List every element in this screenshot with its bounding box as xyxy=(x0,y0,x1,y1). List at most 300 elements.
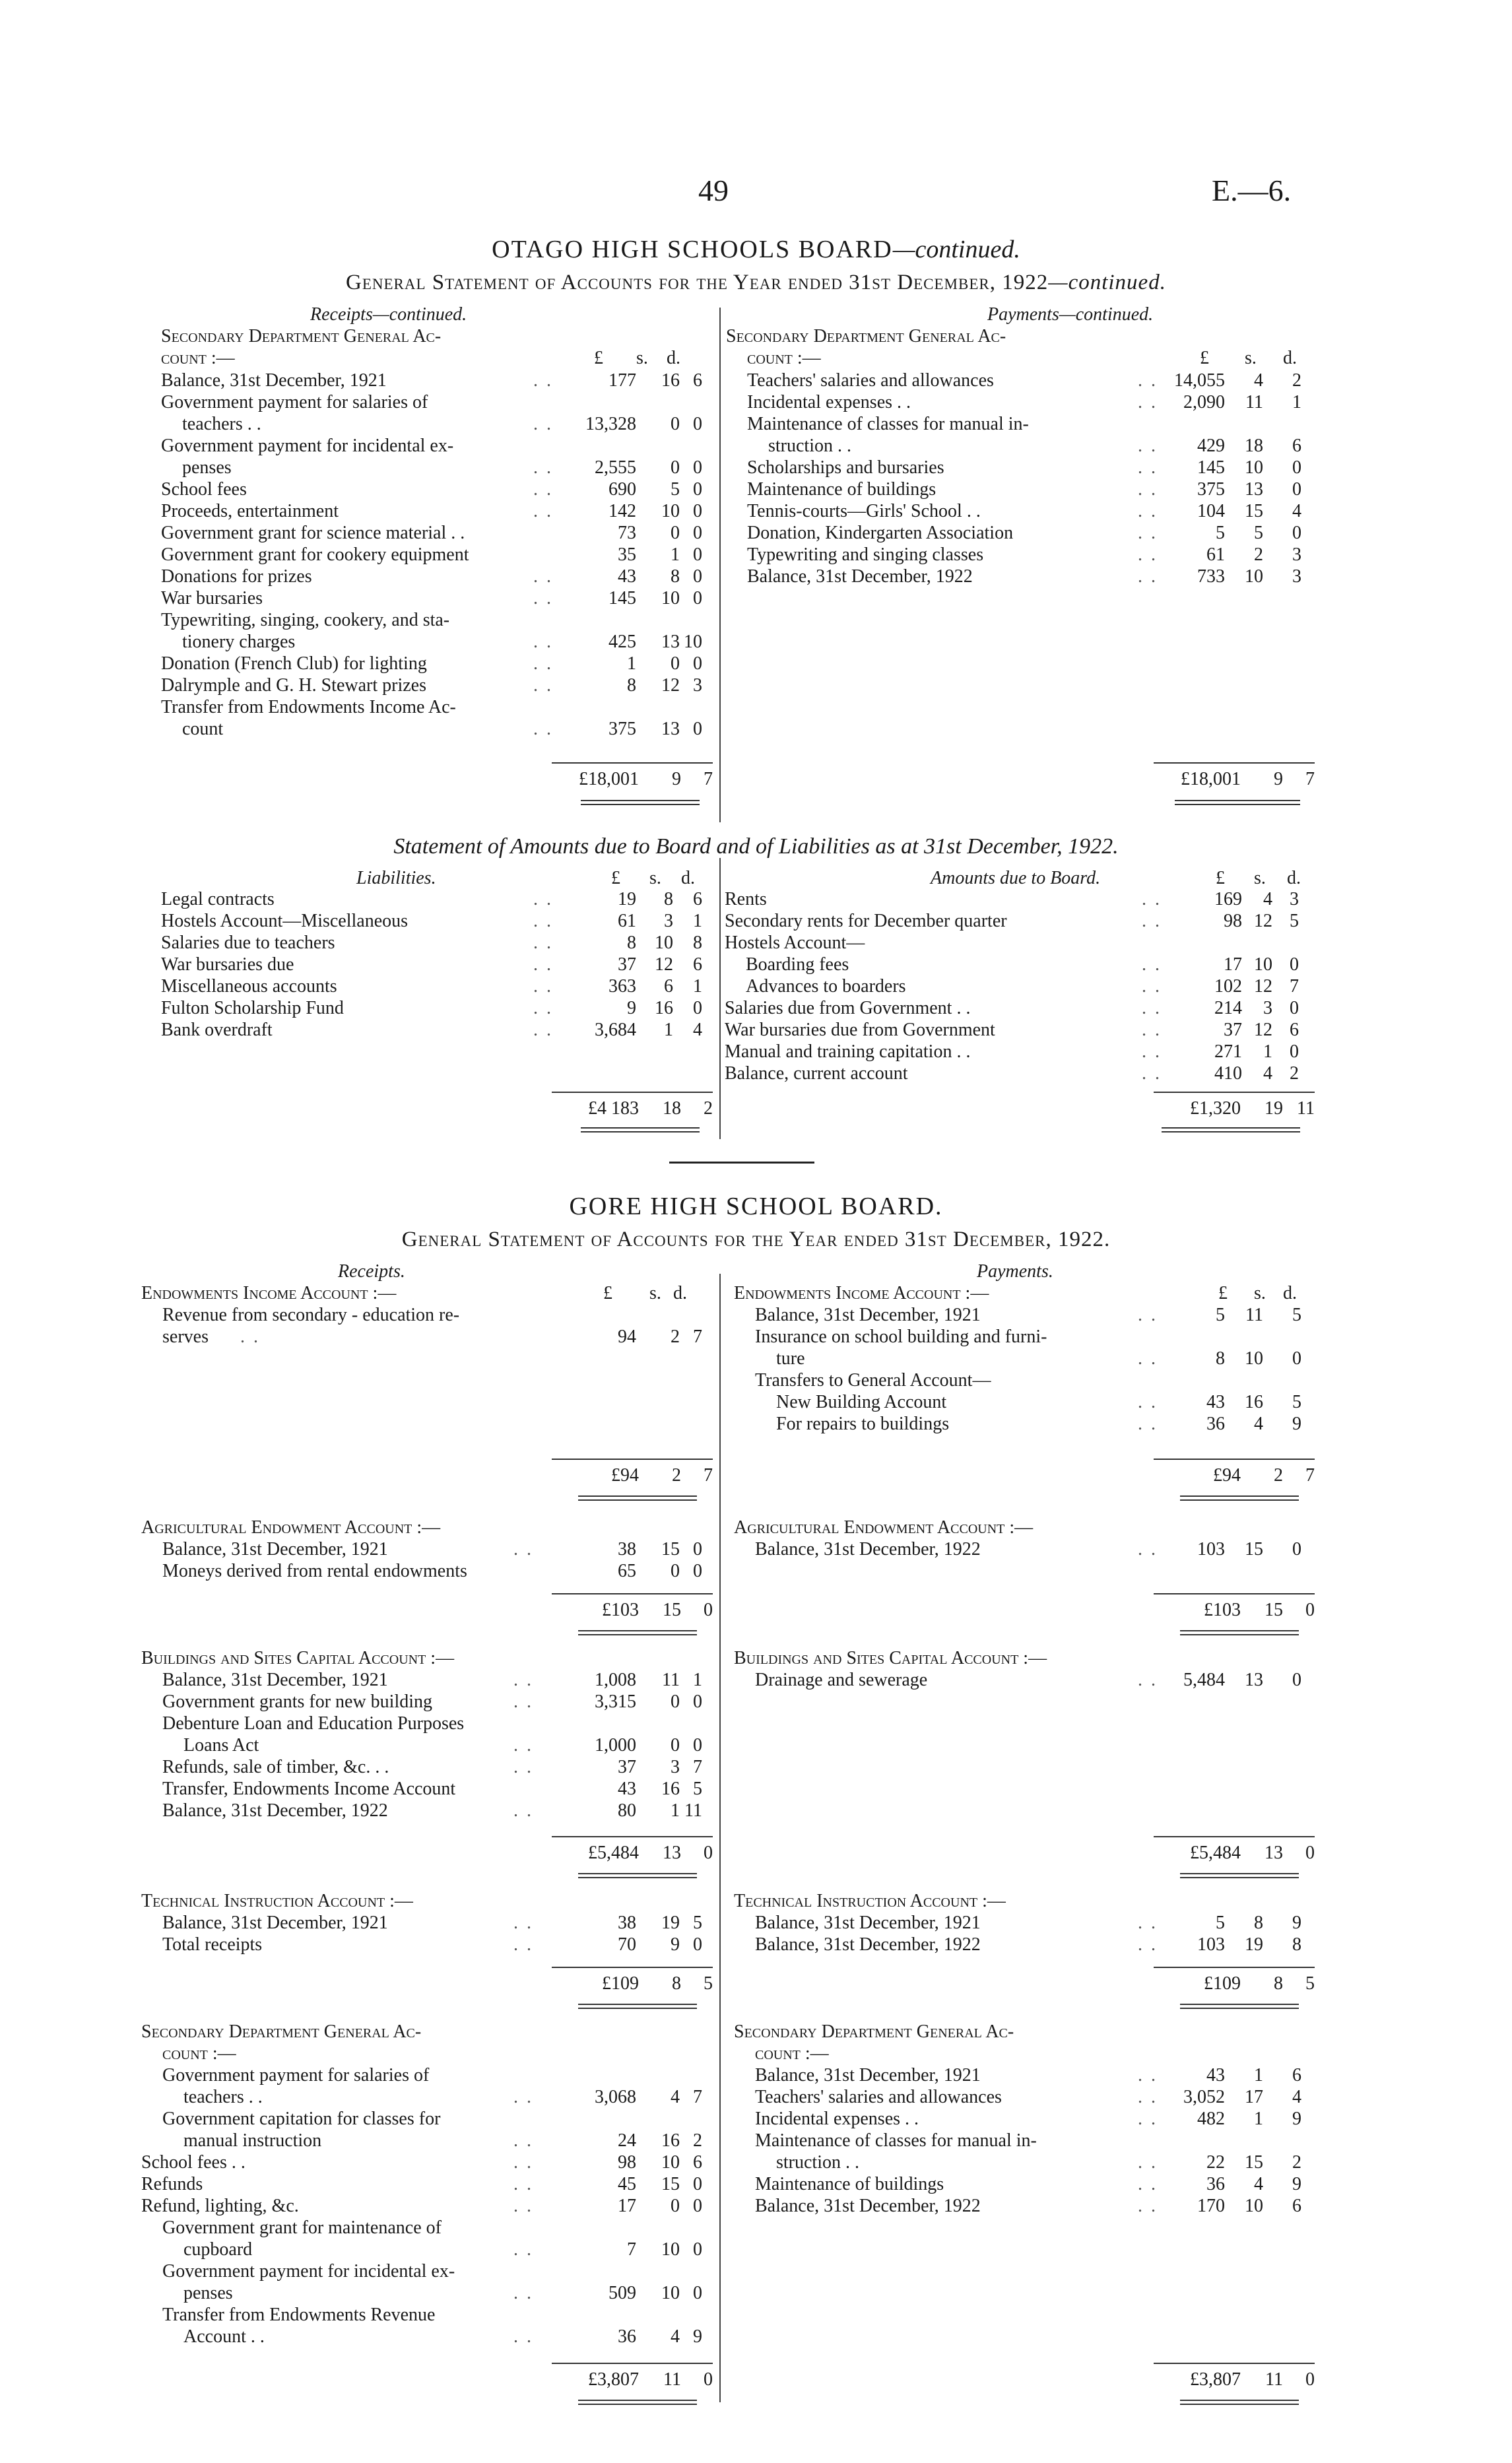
dot-leader: . . xyxy=(1138,392,1158,412)
gore-receipts-heading: Receipts. xyxy=(338,1261,405,1282)
row-label: For repairs to buildings xyxy=(776,1414,950,1434)
dot-leader: . . xyxy=(533,976,553,997)
pounds-value: 429 xyxy=(1197,436,1225,456)
pence-value: 0 xyxy=(693,479,702,500)
payment-row xyxy=(734,1934,1308,1955)
section-separator xyxy=(669,1162,814,1164)
row-label: Transfer, Endowments Income Account xyxy=(162,1779,456,1799)
pounds-value: 3,068 xyxy=(595,2087,636,2107)
receipt-row xyxy=(141,1669,709,1691)
row-label: Government payment for incidental ex- xyxy=(161,436,454,456)
receipt-row xyxy=(161,587,709,609)
buildings-payments-total xyxy=(1154,1843,1315,1864)
row-label: Scholarships and bursaries xyxy=(747,457,944,478)
pounds-value: 8 xyxy=(1216,1348,1225,1369)
pence-value: 2 xyxy=(693,2130,702,2151)
row-label: Miscellaneous accounts xyxy=(161,976,337,997)
pence-value: 0 xyxy=(1292,479,1301,500)
receipt-row xyxy=(141,1756,709,1778)
pounds-value: 410 xyxy=(1214,1063,1242,1084)
dot-leader: . . xyxy=(513,2174,533,2194)
pence-value: 0 xyxy=(693,2239,702,2260)
technical-receipts-list xyxy=(141,1912,709,1955)
dot-leader: . . xyxy=(1138,566,1158,587)
pounds-value: 9 xyxy=(627,998,636,1018)
pence-value: 0 xyxy=(693,457,702,478)
payment-row xyxy=(747,544,1308,566)
payment-row xyxy=(734,2086,1308,2108)
row-label: Total receipts xyxy=(162,1934,263,1955)
pounds-value: 43 xyxy=(618,566,636,587)
pence-value: 2 xyxy=(1292,370,1301,391)
shillings-total: 11 xyxy=(663,2369,681,2390)
shillings-value: 5 xyxy=(1254,523,1263,543)
row-label: ture xyxy=(776,1348,805,1369)
shillings-value: 8 xyxy=(664,889,673,909)
row-label: penses xyxy=(183,2283,233,2303)
otago-payments-account-heading: Secondary Department General Ac- xyxy=(726,326,1006,346)
pence-value: 7 xyxy=(693,1327,702,1347)
shillings-total: 2 xyxy=(672,1465,681,1486)
pence-value: 6 xyxy=(693,954,702,975)
pounds-value: 98 xyxy=(1224,911,1242,931)
row-label: Secondary rents for December quarter xyxy=(725,911,1007,931)
row-label: Transfer from Endowments Income Ac- xyxy=(161,697,456,717)
pence-value: 9 xyxy=(693,2326,702,2347)
buildings-sites-heading: Buildings and Sites Capital Account :— xyxy=(141,1648,455,1668)
pounds-value: 61 xyxy=(1206,544,1225,565)
row-label: count xyxy=(182,719,224,739)
payment-row xyxy=(734,1669,1308,1691)
payment-row xyxy=(747,500,1308,522)
dot-leader: . . xyxy=(513,2152,533,2173)
total-rule xyxy=(552,1593,713,1594)
technical-receipts-total xyxy=(552,1973,713,1994)
pounds-value: 36 xyxy=(618,2326,636,2347)
pounds-value: 169 xyxy=(1214,889,1242,909)
shillings-value: 4 xyxy=(1254,1414,1263,1434)
dot-leader: . . xyxy=(513,1670,533,1690)
pence-total: 7 xyxy=(1305,1465,1315,1486)
double-rule xyxy=(1180,1630,1299,1635)
pence-value: 5 xyxy=(1292,1305,1301,1325)
technical-payments-total xyxy=(1154,1973,1315,1994)
payment-row xyxy=(734,2151,1308,2173)
pence-value: 0 xyxy=(1290,954,1299,975)
document-reference: E.—6. xyxy=(1212,174,1292,207)
pence-value: 7 xyxy=(693,1757,702,1777)
dot-leader: . . xyxy=(1138,2065,1158,2085)
pence-value: 0 xyxy=(1292,1670,1301,1690)
receipt-row xyxy=(141,1304,709,1326)
double-rule xyxy=(1175,800,1300,805)
row-label: Balance, 31st December, 1921 xyxy=(755,1305,981,1325)
shillings-value: 10 xyxy=(1245,457,1263,478)
pence-value: 0 xyxy=(1292,1348,1301,1369)
shillings-value: 1 xyxy=(671,1800,680,1821)
liability-row xyxy=(161,888,709,910)
double-rule xyxy=(581,1127,700,1133)
total-rule xyxy=(1154,2363,1315,2364)
secondary-payments-list xyxy=(734,2064,1308,2217)
pounds-value: 145 xyxy=(608,588,636,608)
double-rule xyxy=(578,1495,697,1501)
row-label: Transfers to General Account— xyxy=(755,1370,991,1391)
shillings-value: 10 xyxy=(661,2283,680,2303)
row-label: New Building Account xyxy=(776,1392,947,1412)
liability-row xyxy=(161,1019,709,1041)
shillings-value: 16 xyxy=(655,998,673,1018)
payment-row xyxy=(747,435,1308,457)
shillings-value: 1 xyxy=(664,1020,673,1040)
pence-value: 11 xyxy=(684,1800,702,1821)
pence-value: 5 xyxy=(693,1913,702,1933)
pence-value: 0 xyxy=(1292,1539,1301,1560)
pence-value: 1 xyxy=(693,976,702,997)
row-label: Teachers' salaries and allowances xyxy=(747,370,994,391)
pence-total: 0 xyxy=(1305,1843,1315,1863)
row-label: struction . . xyxy=(776,2152,859,2173)
row-label: Donation (French Club) for lighting xyxy=(161,653,427,674)
pounds-value: 3,315 xyxy=(595,1691,636,1712)
col-shilling-label: s. xyxy=(636,348,648,368)
row-label: Account . . xyxy=(183,2326,265,2347)
pence-value: 5 xyxy=(1290,911,1299,931)
shillings-value: 10 xyxy=(1245,566,1263,587)
col-shilling-label: s. xyxy=(649,1283,661,1303)
dot-leader: . . xyxy=(533,675,553,696)
liability-row xyxy=(161,954,709,975)
row-label: Advances to boarders xyxy=(746,976,906,997)
secondary-department-heading: Secondary Department General Ac- xyxy=(734,2021,1014,2042)
col-pound-label: £ xyxy=(1216,868,1225,888)
row-label: Government payment for incidental ex- xyxy=(162,2261,455,2282)
shillings-value: 13 xyxy=(661,632,680,652)
dot-leader: . . xyxy=(533,719,553,739)
payment-row xyxy=(734,2108,1308,2130)
otago-receipts-account-heading-cont: count :— xyxy=(161,348,235,368)
row-label: Drainage and sewerage xyxy=(755,1670,928,1690)
total-rule xyxy=(1154,1836,1315,1837)
pounds-value: 38 xyxy=(618,1539,636,1560)
receipt-row xyxy=(161,391,709,413)
row-label: Balance, 31st December, 1922 xyxy=(747,566,973,587)
double-rule xyxy=(581,800,700,805)
pounds-value: 43 xyxy=(618,1779,636,1799)
row-label: Donations for prizes xyxy=(161,566,312,587)
dot-leader: . . xyxy=(1138,436,1158,456)
row-label: Salaries due from Government . . xyxy=(725,998,971,1018)
receipt-row xyxy=(141,2086,709,2108)
pence-value: 0 xyxy=(693,523,702,543)
payment-row xyxy=(734,1538,1308,1560)
page-number: 49 xyxy=(698,174,729,207)
dot-leader: . . xyxy=(1138,2152,1158,2173)
shillings-value: 13 xyxy=(1245,1670,1263,1690)
double-rule xyxy=(578,2400,697,2405)
buildings-receipts-total xyxy=(552,1843,713,1864)
row-label: Incidental expenses . . xyxy=(755,2109,919,2129)
receipt-row xyxy=(161,718,709,740)
pence-value: 6 xyxy=(1292,2065,1301,2085)
shillings-total: 13 xyxy=(1265,1843,1283,1863)
receipt-row xyxy=(141,2173,709,2195)
shillings-value: 10 xyxy=(1254,954,1272,975)
pounds-value: 142 xyxy=(608,501,636,521)
shillings-value: 0 xyxy=(671,457,680,478)
total-rule xyxy=(552,1459,713,1460)
pence-value: 2 xyxy=(1290,1063,1299,1084)
row-label: School fees xyxy=(161,479,247,500)
receipt-row xyxy=(141,2130,709,2151)
receipt-row xyxy=(141,1326,709,1348)
pounds-value: 7 xyxy=(627,2239,636,2260)
dot-leader: . . xyxy=(1138,1670,1158,1690)
row-label: manual instruction xyxy=(183,2130,322,2151)
row-label: Typewriting, singing, cookery, and sta- xyxy=(161,610,450,630)
technical-instruction-heading: Technical Instruction Account :— xyxy=(141,1891,413,1911)
payment-row xyxy=(747,391,1308,413)
pounds-value: 102 xyxy=(1214,976,1242,997)
dot-leader: . . xyxy=(533,911,553,931)
pence-value: 0 xyxy=(693,1539,702,1560)
shillings-value: 10 xyxy=(655,933,673,953)
row-label: Fulton Scholarship Fund xyxy=(161,998,344,1018)
row-label: Government capitation for classes for xyxy=(162,2109,441,2129)
receipt-row xyxy=(141,2151,709,2173)
shillings-value: 0 xyxy=(671,1735,680,1756)
amount-due-row xyxy=(725,1041,1305,1063)
endowments-income-heading: Endowments Income Account :— xyxy=(141,1283,397,1303)
payment-row xyxy=(747,413,1308,435)
pounds-total: £109 xyxy=(602,1973,639,1994)
row-label: Balance, 31st December, 1922 xyxy=(162,1800,388,1821)
dot-leader: . . xyxy=(1138,479,1158,500)
row-label: Revenue from secondary - education re- xyxy=(162,1305,460,1325)
statement-title: Statement of Amounts due to Board and of Liabilities as at 31st December, 1922. xyxy=(393,834,1119,859)
shillings-value: 15 xyxy=(661,1539,680,1560)
row-label: Balance, 31st December, 1921 xyxy=(755,1913,981,1933)
row-label: Balance, 31st December, 1921 xyxy=(755,2065,981,2085)
shillings-total: 11 xyxy=(1265,2369,1283,2390)
receipt-row xyxy=(141,2304,709,2326)
pounds-value: 35 xyxy=(618,544,636,565)
pence-value: 0 xyxy=(1292,457,1301,478)
shillings-value: 16 xyxy=(661,370,680,391)
gore-subtitle: General Statement of Accounts for the Year ended 31st December, 1922. xyxy=(401,1228,1111,1251)
pence-value: 4 xyxy=(1292,501,1301,521)
row-label: War bursaries due from Government xyxy=(725,1020,995,1040)
double-rule xyxy=(578,1873,697,1878)
shillings-total: 13 xyxy=(663,1843,681,1863)
pounds-value: 177 xyxy=(608,370,636,391)
row-label: Government payment for salaries of xyxy=(162,2065,430,2085)
col-shilling-label: s. xyxy=(649,868,661,888)
pounds-value: 145 xyxy=(1197,457,1225,478)
dot-leader: . . xyxy=(1138,523,1158,543)
row-label: Government grant for maintenance of xyxy=(162,2217,442,2238)
row-label: Donation, Kindergarten Association xyxy=(747,523,1014,543)
pence-value: 0 xyxy=(693,566,702,587)
dot-leader: . . xyxy=(1138,1934,1158,1955)
pence-value: 6 xyxy=(1290,1020,1299,1040)
shillings-value: 15 xyxy=(661,2174,680,2194)
shillings-total: 15 xyxy=(663,1600,681,1620)
pence-value: 0 xyxy=(693,1934,702,1955)
pence-value: 1 xyxy=(693,1670,702,1690)
row-label: Boarding fees xyxy=(746,954,849,975)
receipt-row xyxy=(141,2108,709,2130)
col-pound-label: £ xyxy=(1200,348,1209,368)
total-rule xyxy=(1154,762,1315,764)
pounds-value: 425 xyxy=(608,632,636,652)
row-label: Maintenance of classes for manual in- xyxy=(747,414,1029,434)
liabilities-total: £4 183 18 2 xyxy=(588,1098,713,1119)
amounts-due-total: £1,320 19 11 xyxy=(1190,1098,1315,1119)
shillings-value: 4 xyxy=(671,2087,680,2107)
row-label: Balance, current account xyxy=(725,1063,908,1084)
receipt-row xyxy=(141,1560,709,1582)
pence-value: 0 xyxy=(693,653,702,674)
pence-value: 9 xyxy=(1292,1913,1301,1933)
pounds-value: 36 xyxy=(1206,2174,1225,2194)
pounds-value: 13,328 xyxy=(585,414,636,434)
receipt-row xyxy=(161,370,709,391)
pounds-total: £103 xyxy=(1204,1600,1241,1620)
shillings-total: 8 xyxy=(1274,1973,1283,1994)
dot-leader: . . xyxy=(513,1800,533,1821)
dot-leader: . . xyxy=(533,370,553,391)
dot-leader: . . xyxy=(533,414,553,434)
shillings-value: 10 xyxy=(1245,1348,1263,1369)
pounds-value: 363 xyxy=(608,976,636,997)
shillings-value: 4 xyxy=(671,2326,680,2347)
liability-row xyxy=(161,997,709,1019)
shillings-value: 16 xyxy=(1245,1392,1263,1412)
otago-receipts-account-heading: Secondary Department General Ac- xyxy=(161,326,442,346)
total-rule xyxy=(552,762,713,764)
row-label: War bursaries due xyxy=(161,954,294,975)
receipt-row xyxy=(141,2260,709,2282)
dot-leader: . . xyxy=(1138,1539,1158,1560)
receipt-row xyxy=(141,1934,709,1955)
pence-value: 0 xyxy=(693,588,702,608)
total-rule xyxy=(1154,1459,1315,1460)
pounds-value: 70 xyxy=(618,1934,636,1955)
pounds-total: £103 xyxy=(602,1600,639,1620)
pence-value: 2 xyxy=(1292,2152,1301,2173)
shillings-value: 4 xyxy=(1263,1063,1272,1084)
amount-due-row xyxy=(725,997,1305,1019)
row-label: Incidental expenses . . xyxy=(747,392,911,412)
receipt-row xyxy=(161,413,709,435)
dot-leader: . . xyxy=(513,1757,533,1777)
shillings-value: 3 xyxy=(664,911,673,931)
receipt-row xyxy=(141,1713,709,1734)
otago-receipts-list xyxy=(161,370,709,740)
row-label: Government grant for cookery equipment xyxy=(161,544,469,565)
pence-value: 6 xyxy=(1292,436,1301,456)
pounds-value: 45 xyxy=(618,2174,636,2194)
pence-value: 1 xyxy=(693,911,702,931)
pounds-value: 17 xyxy=(618,2196,636,2216)
row-label: penses xyxy=(182,457,232,478)
pence-value: 0 xyxy=(693,501,702,521)
pence-value: 6 xyxy=(693,370,702,391)
pounds-value: 65 xyxy=(618,1561,636,1581)
pence-value: 10 xyxy=(684,632,702,652)
double-rule xyxy=(578,2004,697,2009)
shillings-value: 1 xyxy=(1263,1041,1272,1062)
row-label: Maintenance of classes for manual in- xyxy=(755,2130,1037,2151)
amount-due-row xyxy=(725,1063,1305,1084)
pounds-value: 103 xyxy=(1197,1934,1225,1955)
pounds-value: 5 xyxy=(1216,523,1225,543)
row-label: Maintenance of buildings xyxy=(755,2174,944,2194)
pounds-value: 509 xyxy=(608,2283,636,2303)
row-label: Transfer from Endowments Revenue xyxy=(162,2305,436,2325)
receipt-row xyxy=(161,696,709,718)
amount-due-row xyxy=(725,932,1305,954)
receipt-row xyxy=(161,544,709,566)
pounds-value: 5 xyxy=(1216,1913,1225,1933)
otago-payments-account-heading-cont: count :— xyxy=(747,348,821,368)
liability-row xyxy=(161,932,709,954)
pence-value: 0 xyxy=(693,719,702,739)
double-rule xyxy=(1180,2400,1299,2405)
shillings-value: 6 xyxy=(664,976,673,997)
pounds-value: 73 xyxy=(618,523,636,543)
pence-value: 9 xyxy=(1292,2109,1301,2129)
pence-total: 5 xyxy=(1305,1973,1315,1994)
col-shilling-label: s. xyxy=(1254,868,1266,888)
pounds-value: 5 xyxy=(1216,1305,1225,1325)
pence-value: 0 xyxy=(693,544,702,565)
agricultural-endowment-heading: Agricultural Endowment Account :— xyxy=(734,1517,1034,1538)
pounds-value: 98 xyxy=(618,2152,636,2173)
otago-title: OTAGO HIGH SCHOOLS BOARD—continued. xyxy=(492,236,1020,263)
dot-leader: . . xyxy=(533,998,553,1018)
column-divider xyxy=(719,308,721,822)
dot-leader: . . xyxy=(533,889,553,909)
shillings-value: 1 xyxy=(1254,2109,1263,2129)
shillings-value: 4 xyxy=(1263,889,1272,909)
shillings-value: 9 xyxy=(671,1934,680,1955)
pence-value: 5 xyxy=(1292,1392,1301,1412)
row-label: Balance, 31st December, 1921 xyxy=(162,1539,388,1560)
secondary-payments-total xyxy=(1154,2369,1315,2390)
pence-value: 0 xyxy=(693,2283,702,2303)
pounds-value: 8 xyxy=(627,933,636,953)
pounds-value: 36 xyxy=(1206,1414,1225,1434)
row-label: Government grant for science material . . xyxy=(161,523,465,543)
row-label: Balance, 31st December, 1921 xyxy=(161,370,387,391)
total-rule xyxy=(1154,1967,1315,1968)
shillings-value: 0 xyxy=(671,2196,680,2216)
pence-value: 0 xyxy=(693,1691,702,1712)
agricultural-receipts-total xyxy=(552,1600,713,1621)
technical-instruction-heading: Technical Instruction Account :— xyxy=(734,1891,1006,1911)
dot-leader: . . xyxy=(1138,1913,1158,1933)
payment-row xyxy=(734,2173,1308,2195)
pounds-value: 170 xyxy=(1197,2196,1225,2216)
dot-leader: . . xyxy=(513,2130,533,2151)
pence-total: 0 xyxy=(1305,1600,1315,1620)
pounds-value: 80 xyxy=(618,1800,636,1821)
pounds-value: 1,008 xyxy=(595,1670,636,1690)
technical-payments-list xyxy=(734,1912,1308,1955)
row-label: Balance, 31st December, 1922 xyxy=(755,2196,981,2216)
